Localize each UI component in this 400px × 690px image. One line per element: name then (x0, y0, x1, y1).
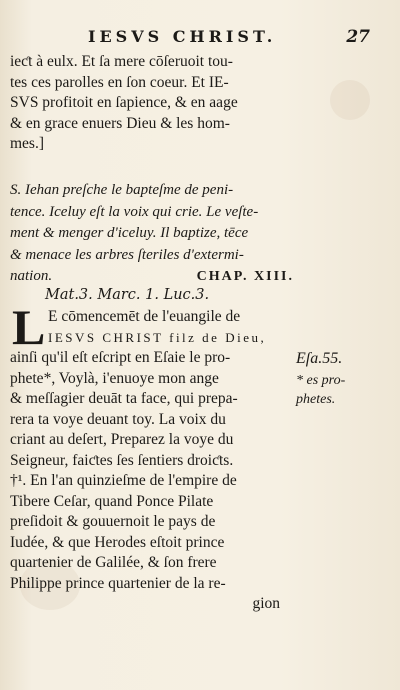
summary-end: nation. (10, 268, 53, 284)
text-line: ainſi qu'il eſt eſcript en Eſaie le pro- (10, 349, 231, 366)
summary-line: tence. Iceluy eſt la voix qui crie. Le veſte- (10, 203, 259, 220)
summary-line: S. Iehan preſche le bapteſme de peni- (10, 182, 234, 198)
text-line: criant au deſert, Preparez la voye du (10, 431, 234, 448)
gospel-references: Mat.3. Marc. 1. Luc.3. (45, 287, 210, 303)
text-line: phete*, Voylà, i'enuoye mon ange (10, 369, 219, 387)
text-line: & meſſagier deuāt ta face, qui prepa- (10, 390, 238, 407)
text-line: Iudée, & que Herodes eſtoit prince (10, 533, 225, 551)
text-line: SVS profitoit en ſapience, & en aage (10, 94, 238, 111)
text-line: ieƈt à eulx. Et ſa mere cōſeruoit tou- (10, 53, 233, 70)
margin-note-esaie: Eſa.55. (296, 350, 343, 367)
summary-line: & menace les arbres ſteriles d'extermi- (10, 246, 244, 263)
text-line: †¹. En l'an quinzieſme de l'empire de (10, 472, 237, 489)
text-line: & en grace enuers Dieu & les hom- (10, 114, 230, 132)
text-line: Seigneur, faiƈtes ſes ſentiers droiƈts. (10, 451, 234, 469)
text-line: mes.] (10, 135, 45, 152)
text-line: tes ces parolles en ſon coeur. Et IE- (10, 73, 229, 91)
text-line: Philippe prince quartenier de la re- (10, 574, 226, 592)
margin-note-prophets-2: phetes. (296, 392, 336, 407)
summary-last-line (10, 266, 294, 288)
page-header (60, 27, 380, 49)
summary-line: ment & menger d'iceluy. Il baptize, tēce (10, 225, 249, 241)
margin-note-prophets-1: * es pro- (296, 373, 346, 388)
text-line: IESVS CHRIST filz de Dieu, (48, 329, 267, 345)
text-line: preſidoit & gouuernoit le pays de (10, 513, 216, 530)
text-line: E cōmencemēt de l'euangile de (48, 308, 241, 325)
paragraph-2 (10, 307, 294, 615)
text-line: rera ta voye deuant toy. La voix du (10, 410, 226, 428)
text-line: quartenier de Galilée, & ſon frere (10, 554, 217, 571)
running-head: IESVS CHRIST. (88, 27, 277, 46)
drop-capital: L (12, 299, 46, 355)
paragraph-1 (10, 52, 294, 155)
catchword: gion (252, 595, 280, 612)
chapter-summary (10, 180, 294, 288)
text-line: Tibere Ceſar, quand Ponce Pilate (10, 492, 214, 510)
page-number: 27 (346, 27, 370, 47)
chapter-heading: CHAP. XIII. (196, 269, 294, 284)
